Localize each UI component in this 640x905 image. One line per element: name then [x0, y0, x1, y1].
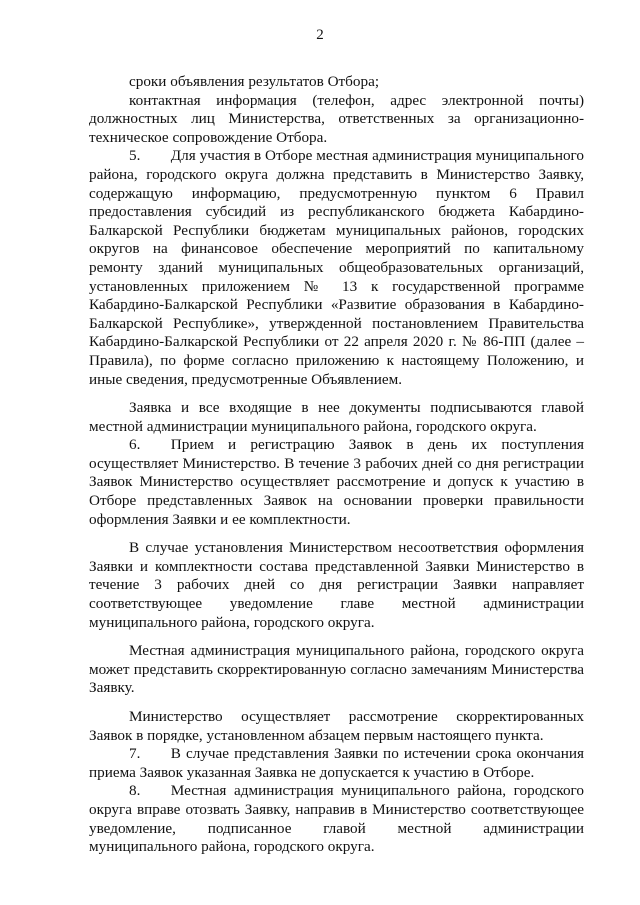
paragraph-corrected-application: Местная администрация муниципального района, городского округа может представить скорректированную согласно замечаниям Министерства Заявку.	[89, 642, 584, 697]
paragraph-item-5: 5. Для участия в Отборе местная администрация муниципального района, городского округа должна представить в Министерство Заявку, содержащую информацию, предусмотренную пунктом 6 Правил предоставления субсидий из республиканского бюджета Кабардино-Балкарской Республики бюджетам муниципальных районов, городских округов на финансовое обеспечение мероприятий по капитальному ремонту зданий муниципальных общеобразовательных организаций, установленных приложением № 13 к государственной программе Кабардино-Балкарской Республики «Развитие образования в Кабардино-Балкарской Республике», утвержденной постановлением Правительства Кабардино-Балкарской Республики от 22 апреля 2020 г. № 86-ПП (далее – Правила), по форме согласно приложению к настоящему Положению, и иные сведения, предусмотренные Объявлением.	[89, 147, 584, 388]
paragraph-review-corrected: Министерство осуществляет рассмотрение скорректированных Заявок в порядке, установленном абзацем первым настоящего пункта.	[89, 708, 584, 744]
paragraph-contact-info: контактная информация (телефон, адрес электронной почты) должностных лиц Министерства, ответственных за организационно-техническое сопровождение Отбора.	[89, 91, 584, 146]
paragraph-signature-requirement: Заявка и все входящие в нее документы подписываются главой местной администрации муниципального района, городского округа.	[89, 399, 584, 435]
paragraph-results-dates: сроки объявления результатов Отбора;	[129, 73, 380, 90]
page-number: 2	[316, 27, 324, 43]
document-body	[89, 73, 584, 857]
paragraph-nonconformity: В случае установления Министерством несоответствия оформления Заявки и комплектности состава представленной Заявки Министерство в течение 3 рабочих дней со дня регистрации Заявки направляет соответствующее уведомление главе местной администрации муниципального района, городского округа.	[89, 539, 584, 631]
paragraph-item-6: 6. Прием и регистрацию Заявок в день их поступления осуществляет Министерство. В течение 3 рабочих дней со дня регистрации Заявок Министерство осуществляет рассмотрение и допуск к участию в Отборе представленных Заявок на основании проверки правильности оформления Заявки и ее комплектности.	[89, 436, 584, 528]
paragraph-item-8: 8. Местная администрация муниципального района, городского округа вправе отозвать Заявку, направив в Министерство соответствующее уведомление, подписанное главой местной администрации муниципального района, городского округа.	[89, 782, 584, 856]
paragraph-item-7: 7. В случае представления Заявки по истечении срока окончания приема Заявок указанная Заявка не допускается к участию в Отборе.	[89, 745, 584, 781]
